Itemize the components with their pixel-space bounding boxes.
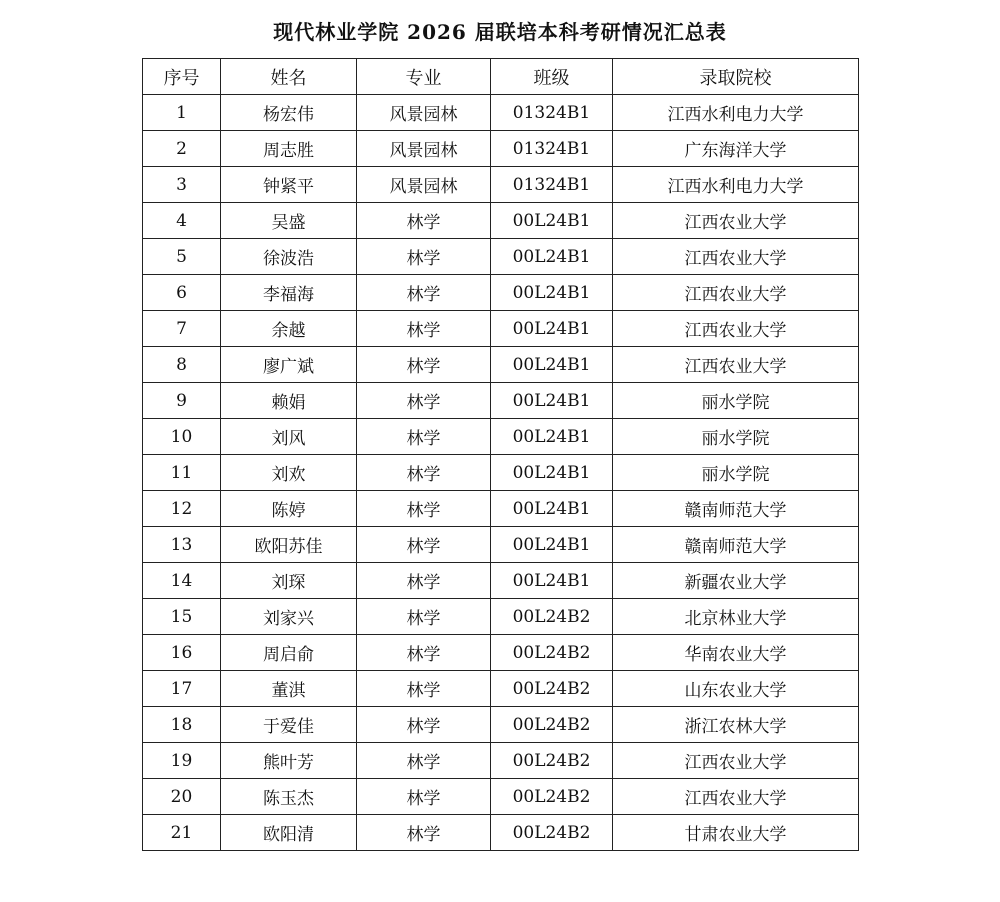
cell-name: 徐波浩 <box>221 239 357 275</box>
cell-name: 陈婷 <box>221 491 357 527</box>
table-row <box>143 347 859 383</box>
cell-seq: 10 <box>143 419 221 455</box>
cell-school: 江西水利电力大学 <box>613 167 859 203</box>
cell-class: 00L24B1 <box>491 203 613 239</box>
cell-class: 01324B1 <box>491 95 613 131</box>
cell-major: 风景园林 <box>357 167 491 203</box>
cell-seq: 14 <box>143 563 221 599</box>
cell-school: 丽水学院 <box>613 383 859 419</box>
cell-school: 江西农业大学 <box>613 203 859 239</box>
cell-major: 林学 <box>357 419 491 455</box>
cell-class: 00L24B1 <box>491 527 613 563</box>
table-row <box>143 491 859 527</box>
cell-name: 刘家兴 <box>221 599 357 635</box>
cell-school: 浙江农林大学 <box>613 707 859 743</box>
table-row <box>143 167 859 203</box>
cell-school: 山东农业大学 <box>613 671 859 707</box>
table-row <box>143 707 859 743</box>
header-school: 录取院校 <box>613 59 859 95</box>
table-row <box>143 383 859 419</box>
table-row <box>143 815 859 851</box>
cell-school: 新疆农业大学 <box>613 563 859 599</box>
cell-seq: 3 <box>143 167 221 203</box>
cell-seq: 2 <box>143 131 221 167</box>
header-class: 班级 <box>491 59 613 95</box>
cell-seq: 12 <box>143 491 221 527</box>
cell-seq: 11 <box>143 455 221 491</box>
cell-name: 钟紧平 <box>221 167 357 203</box>
cell-seq: 17 <box>143 671 221 707</box>
cell-class: 00L24B2 <box>491 635 613 671</box>
cell-school: 江西农业大学 <box>613 311 859 347</box>
cell-major: 风景园林 <box>357 131 491 167</box>
cell-class: 01324B1 <box>491 167 613 203</box>
table-row <box>143 131 859 167</box>
cell-class: 00L24B1 <box>491 419 613 455</box>
cell-seq: 5 <box>143 239 221 275</box>
table-row <box>143 671 859 707</box>
cell-major: 林学 <box>357 203 491 239</box>
summary-table <box>142 58 859 851</box>
cell-class: 00L24B1 <box>491 347 613 383</box>
cell-major: 风景园林 <box>357 95 491 131</box>
cell-school: 江西农业大学 <box>613 347 859 383</box>
cell-seq: 18 <box>143 707 221 743</box>
table-row <box>143 599 859 635</box>
cell-name: 周志胜 <box>221 131 357 167</box>
cell-school: 华南农业大学 <box>613 635 859 671</box>
cell-class: 00L24B1 <box>491 383 613 419</box>
table-row <box>143 239 859 275</box>
cell-school: 广东海洋大学 <box>613 131 859 167</box>
cell-class: 01324B1 <box>491 131 613 167</box>
cell-seq: 6 <box>143 275 221 311</box>
cell-school: 江西农业大学 <box>613 743 859 779</box>
cell-class: 00L24B1 <box>491 455 613 491</box>
cell-school: 丽水学院 <box>613 419 859 455</box>
table-row <box>143 563 859 599</box>
header-seq: 序号 <box>143 59 221 95</box>
cell-major: 林学 <box>357 383 491 419</box>
cell-major: 林学 <box>357 275 491 311</box>
header-name: 姓名 <box>221 59 357 95</box>
cell-name: 杨宏伟 <box>221 95 357 131</box>
table-body <box>143 95 859 851</box>
cell-name: 欧阳苏佳 <box>221 527 357 563</box>
cell-seq: 19 <box>143 743 221 779</box>
header-row <box>143 59 859 95</box>
cell-major: 林学 <box>357 707 491 743</box>
cell-major: 林学 <box>357 635 491 671</box>
cell-name: 周启俞 <box>221 635 357 671</box>
cell-name: 董淇 <box>221 671 357 707</box>
cell-school: 江西水利电力大学 <box>613 95 859 131</box>
cell-name: 刘欢 <box>221 455 357 491</box>
cell-major: 林学 <box>357 779 491 815</box>
table-row <box>143 419 859 455</box>
cell-seq: 4 <box>143 203 221 239</box>
cell-school: 江西农业大学 <box>613 275 859 311</box>
cell-major: 林学 <box>357 311 491 347</box>
cell-seq: 9 <box>143 383 221 419</box>
cell-major: 林学 <box>357 455 491 491</box>
cell-name: 于爱佳 <box>221 707 357 743</box>
cell-seq: 8 <box>143 347 221 383</box>
cell-major: 林学 <box>357 563 491 599</box>
table-row <box>143 527 859 563</box>
cell-major: 林学 <box>357 239 491 275</box>
page-title: 现代林业学院 2026 届联培本科考研情况汇总表 <box>273 20 727 44</box>
table-row <box>143 95 859 131</box>
cell-class: 00L24B1 <box>491 239 613 275</box>
cell-school: 江西农业大学 <box>613 779 859 815</box>
cell-name: 刘琛 <box>221 563 357 599</box>
cell-school: 赣南师范大学 <box>613 491 859 527</box>
cell-major: 林学 <box>357 347 491 383</box>
table-row <box>143 275 859 311</box>
cell-name: 陈玉杰 <box>221 779 357 815</box>
table-row <box>143 779 859 815</box>
cell-seq: 13 <box>143 527 221 563</box>
cell-major: 林学 <box>357 815 491 851</box>
cell-major: 林学 <box>357 527 491 563</box>
cell-class: 00L24B1 <box>491 275 613 311</box>
cell-seq: 21 <box>143 815 221 851</box>
cell-seq: 15 <box>143 599 221 635</box>
table-row <box>143 311 859 347</box>
header-major: 专业 <box>357 59 491 95</box>
cell-class: 00L24B2 <box>491 779 613 815</box>
cell-school: 甘肃农业大学 <box>613 815 859 851</box>
cell-school: 丽水学院 <box>613 455 859 491</box>
cell-class: 00L24B2 <box>491 707 613 743</box>
cell-name: 熊叶芳 <box>221 743 357 779</box>
cell-major: 林学 <box>357 599 491 635</box>
table-row <box>143 743 859 779</box>
table-row <box>143 455 859 491</box>
cell-seq: 1 <box>143 95 221 131</box>
cell-name: 吴盛 <box>221 203 357 239</box>
table-row <box>143 203 859 239</box>
cell-school: 赣南师范大学 <box>613 527 859 563</box>
cell-class: 00L24B2 <box>491 671 613 707</box>
cell-school: 北京林业大学 <box>613 599 859 635</box>
cell-class: 00L24B1 <box>491 563 613 599</box>
cell-class: 00L24B1 <box>491 491 613 527</box>
cell-name: 廖广斌 <box>221 347 357 383</box>
cell-class: 00L24B1 <box>491 311 613 347</box>
cell-school: 江西农业大学 <box>613 239 859 275</box>
cell-seq: 16 <box>143 635 221 671</box>
cell-seq: 7 <box>143 311 221 347</box>
cell-name: 刘风 <box>221 419 357 455</box>
cell-class: 00L24B2 <box>491 815 613 851</box>
cell-name: 赖娟 <box>221 383 357 419</box>
cell-name: 欧阳清 <box>221 815 357 851</box>
cell-name: 余越 <box>221 311 357 347</box>
cell-name: 李福海 <box>221 275 357 311</box>
cell-major: 林学 <box>357 491 491 527</box>
cell-class: 00L24B2 <box>491 743 613 779</box>
cell-major: 林学 <box>357 743 491 779</box>
cell-class: 00L24B2 <box>491 599 613 635</box>
cell-seq: 20 <box>143 779 221 815</box>
table-row <box>143 635 859 671</box>
cell-major: 林学 <box>357 671 491 707</box>
